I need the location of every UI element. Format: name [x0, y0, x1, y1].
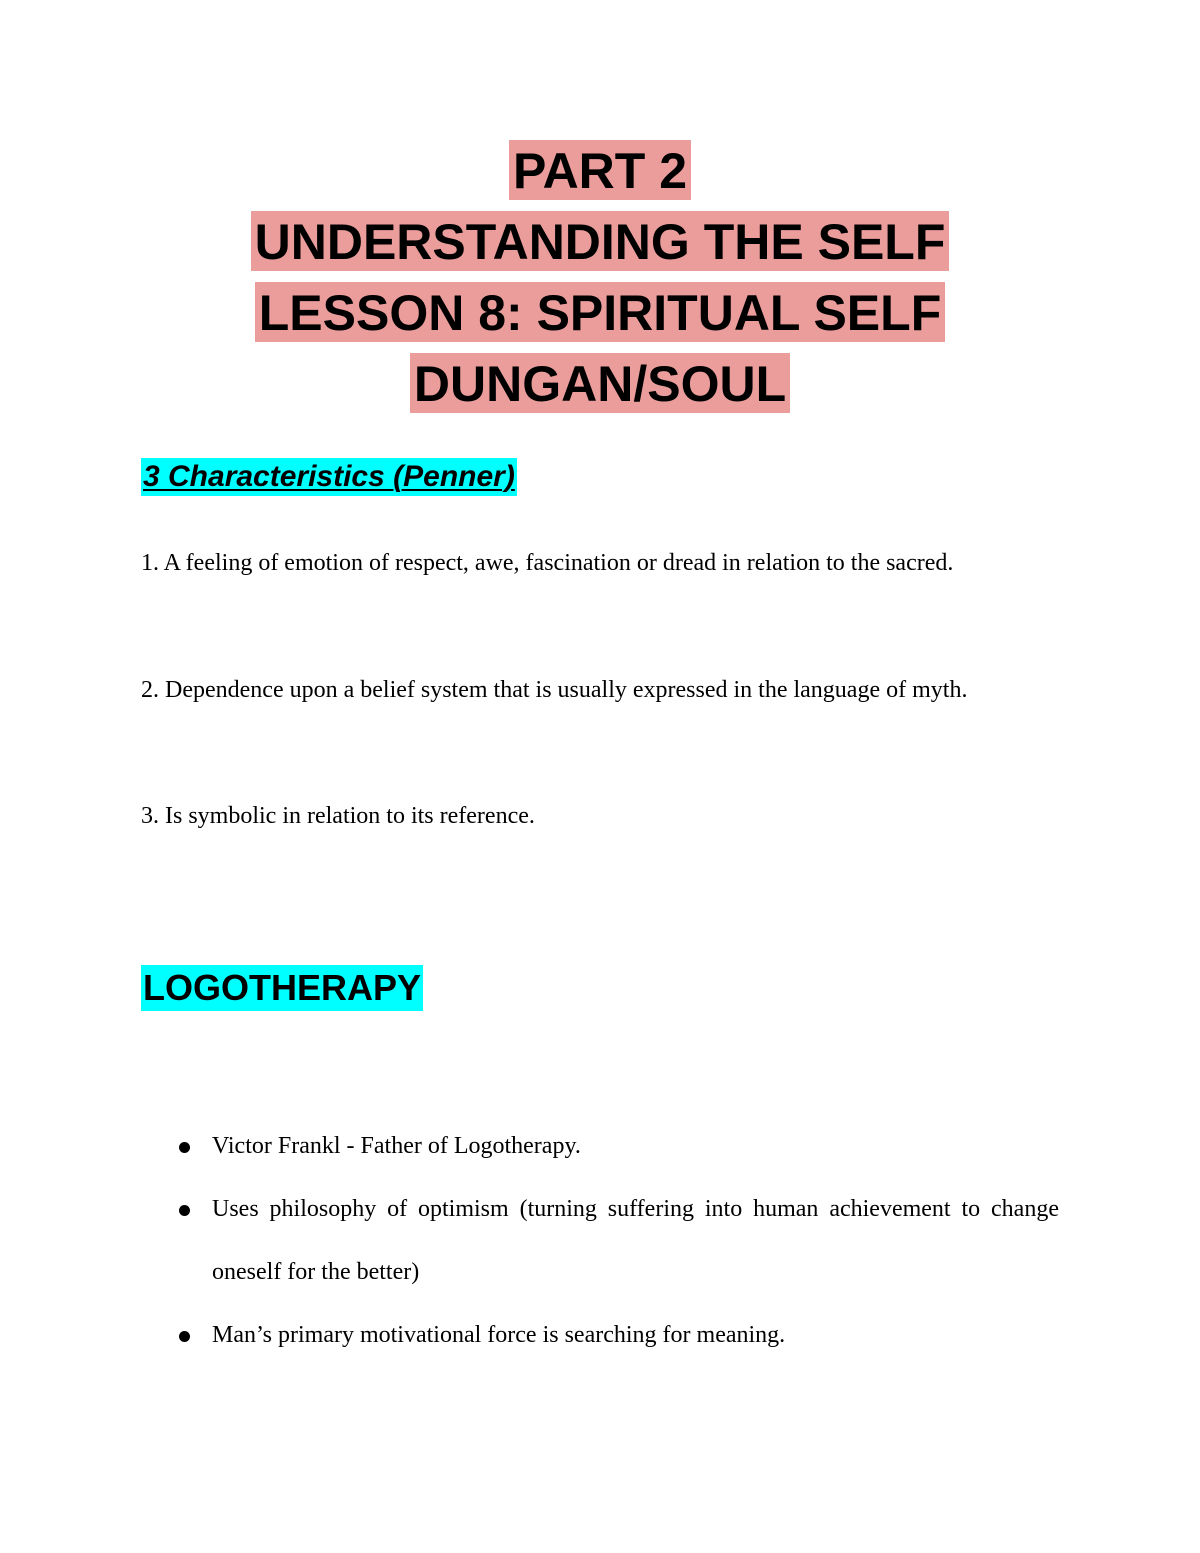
bullet-text: Man’s primary motivational force is searching for meaning.	[212, 1322, 786, 1348]
title-line-part	[0, 140, 1200, 211]
characteristic-item-2: 2. Dependence upon a belief system that is usually expressed in the language of myth.	[141, 677, 968, 703]
bullet-text: Uses philosophy of optimism (turning suffering into human achievement to change oneself for the better)	[212, 1196, 1059, 1285]
section-heading-characteristics: 3 Characteristics (Penner)	[141, 458, 517, 496]
bullet-icon	[179, 1205, 190, 1216]
logotherapy-bullet-list	[175, 1115, 1059, 1367]
characteristic-item-1: 1. A feeling of emotion of respect, awe, fascination or dread in relation to the sacred.	[141, 550, 954, 576]
list-item	[175, 1178, 1059, 1304]
bullet-icon	[179, 1142, 190, 1153]
title-line-subtitle	[0, 353, 1200, 424]
characteristic-item-3: 3. Is symbolic in relation to its reference.	[141, 803, 535, 829]
list-item	[175, 1115, 1059, 1178]
title-block	[0, 140, 1200, 424]
title-part: PART 2	[509, 140, 691, 200]
title-line-lesson	[0, 282, 1200, 353]
bullet-icon	[179, 1331, 190, 1342]
title-subtitle: DUNGAN/SOUL	[410, 353, 790, 413]
title-lesson: LESSON 8: SPIRITUAL SELF	[255, 282, 946, 342]
section-heading-logotherapy: LOGOTHERAPY	[141, 965, 423, 1011]
bullet-text: Victor Frankl - Father of Logotherapy.	[212, 1133, 581, 1159]
title-line-course	[0, 211, 1200, 282]
list-item	[175, 1304, 1059, 1367]
title-course: UNDERSTANDING THE SELF	[251, 211, 950, 271]
